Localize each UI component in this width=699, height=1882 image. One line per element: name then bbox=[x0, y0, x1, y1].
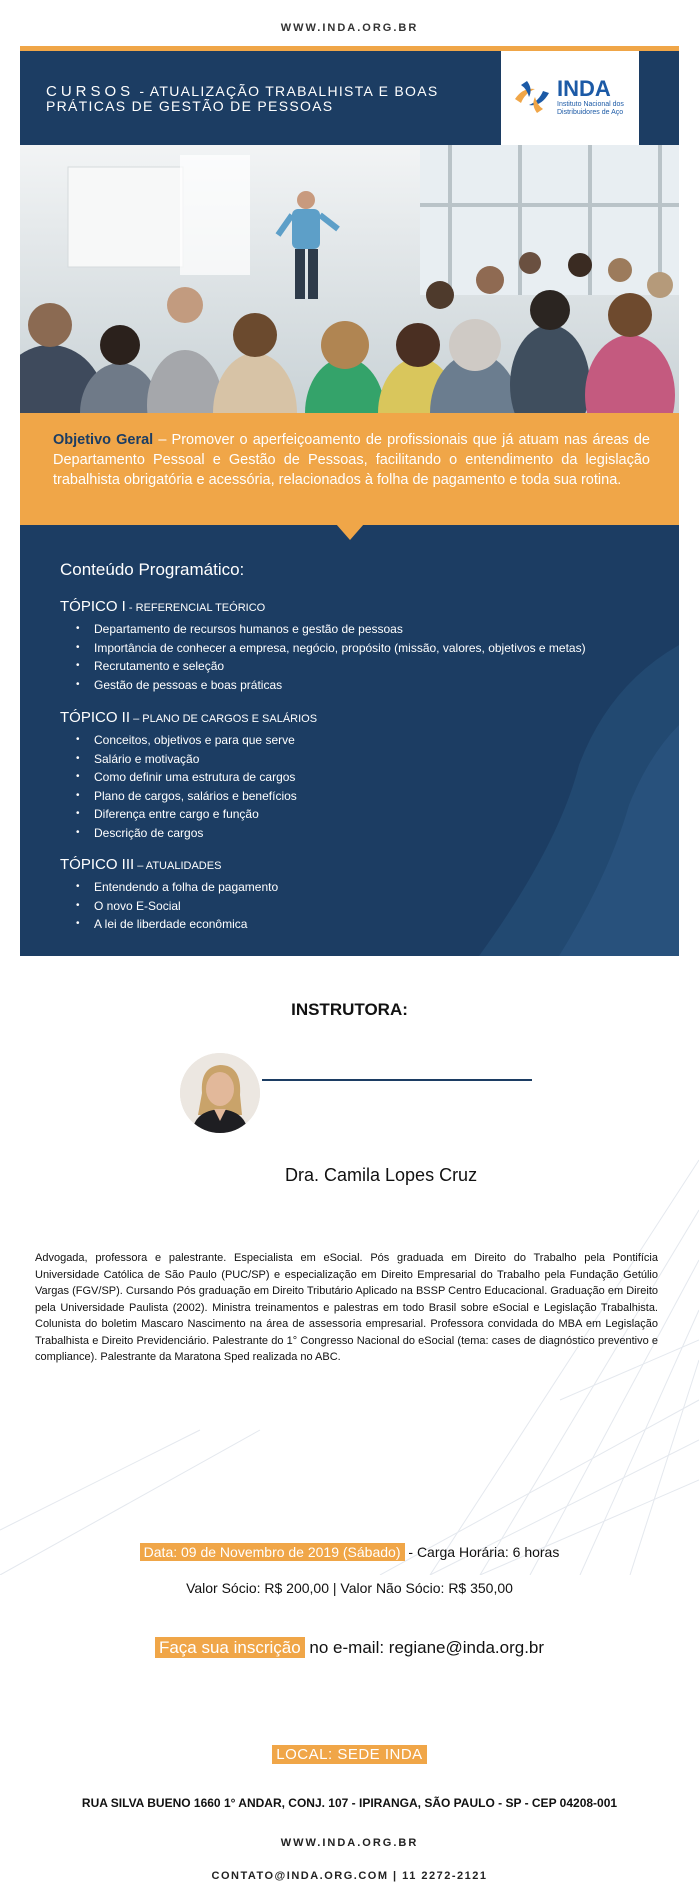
topic-3-subtitle: – ATUALIDADES bbox=[134, 860, 222, 872]
instructor-name-underline bbox=[262, 1079, 532, 1081]
course-title-text: - ATUALIZAÇÃO TRABALHISTA E BOAS PRÁTICAS DE GESTÃO DE PESSOAS bbox=[46, 83, 439, 114]
event-hours: - Carga Horária: 6 horas bbox=[408, 1543, 560, 1560]
signup-email[interactable]: no e-mail: regiane@inda.org.br bbox=[309, 1637, 545, 1657]
topic-2-title: TÓPICO II bbox=[60, 709, 131, 726]
objective-body: – Promover o aperfeiçoamento de profissionais que já atuam nas áreas de Departamento Pessoal e Gestão de Pessoas, facilitando o entendimento da legislação trabalhista obrigatória e acessória, relacionados à folha de pagamento e toda sua rotina. bbox=[53, 432, 650, 488]
inda-logo-icon bbox=[513, 79, 551, 115]
signup-line bbox=[0, 1638, 699, 1658]
site-url-bottom[interactable]: WWW.INDA.ORG.BR bbox=[280, 1836, 419, 1849]
list-item: • Salário e motivação bbox=[60, 750, 317, 769]
objective-pointer bbox=[336, 524, 364, 540]
instructor-avatar-illustration bbox=[180, 1053, 260, 1133]
event-prices: Valor Sócio: R$ 200,00 | Valor Não Sócio: R$ 350,00 bbox=[186, 1579, 513, 1596]
list-item: • Entendendo a folha de pagamento bbox=[60, 878, 278, 897]
list-item: • A lei de liberdade econômica bbox=[60, 915, 278, 934]
topic-2-list bbox=[60, 731, 317, 842]
instructor-name: Dra. Camila Lopes Cruz bbox=[285, 1165, 478, 1185]
contact-info[interactable]: CONTATO@INDA.ORG.COM | 11 2272-2121 bbox=[211, 1869, 488, 1882]
objective-section bbox=[20, 413, 679, 525]
instructor-avatar bbox=[180, 1053, 260, 1133]
event-date-line bbox=[0, 1544, 699, 1560]
list-item: • Como definir uma estrutura de cargos bbox=[60, 768, 317, 787]
list-item: • O novo E-Social bbox=[60, 897, 278, 916]
topic-1-list bbox=[60, 620, 586, 694]
list-item: • Importância de conhecer a empresa, negócio, propósito (missão, valores, objetivos e metas) bbox=[60, 639, 586, 658]
event-date: Data: 09 de Novembro de 2019 (Sábado) bbox=[140, 1543, 405, 1561]
program-content-section bbox=[20, 525, 679, 956]
logo-name: INDA bbox=[557, 76, 611, 101]
content-heading: Conteúdo Programático: bbox=[60, 560, 245, 579]
venue-label: LOCAL: SEDE INDA bbox=[272, 1745, 426, 1764]
list-item: • Plano de cargos, salários e benefícios bbox=[60, 787, 317, 806]
venue-label-wrap bbox=[0, 1746, 699, 1763]
instructor-bio: Advogada, professora e palestrante. Especialista em eSocial. Pós graduada em Direito do Trabalho pela Pontifícia Universidade Católica de São Paulo (PUC/SP) e especialização em Direito Empresarial do Trabalho pela Fundação Getúlio Vargas (FGV/SP). Cursando Pós graduação em Direito Tributário Aplicado na BSSP Centro Educacional. Graduação em Direito pela Universidade Paulista (2002). Ministra treinamentos e palestras em todo Brasil sobre eSocial e Legislação Trabalhista. Colunista do boletim Mascaro Nascimento na área de assessoria empresarial. Professora convidada do MBA em Legislação Trabalhista e Direito Previdenciário. Palestrante do 1° Congresso Nacional do eSocial (tema: cases de diagnóstico preventivo e compliance). Palestrante da Maratona Sped realizada no ABC. bbox=[35, 1252, 658, 1363]
list-item: • Conceitos, objetivos e para que serve bbox=[60, 731, 317, 750]
instructor-heading: INSTRUTORA: bbox=[291, 1000, 408, 1019]
list-item: • Departamento de recursos humanos e gestão de pessoas bbox=[60, 620, 586, 639]
site-url-top[interactable]: WWW.INDA.ORG.BR bbox=[280, 22, 419, 34]
topic-1-subtitle: - REFERENCIAL TEÓRICO bbox=[125, 602, 266, 614]
topic-3 bbox=[60, 856, 278, 934]
list-item: • Gestão de pessoas e boas práticas bbox=[60, 676, 586, 695]
signup-label: Faça sua inscrição bbox=[155, 1637, 305, 1658]
header-banner bbox=[20, 51, 679, 145]
topic-1 bbox=[60, 598, 586, 694]
topic-2-subtitle: – PLANO DE CARGOS E SALÁRIOS bbox=[130, 713, 318, 725]
course-title bbox=[46, 84, 496, 114]
course-title-prefix: CURSOS bbox=[46, 83, 135, 100]
inda-logo bbox=[501, 51, 639, 145]
topic-3-list bbox=[60, 878, 278, 934]
list-item: • Diferença entre cargo e função bbox=[60, 805, 317, 824]
classroom-photo-illustration bbox=[20, 145, 679, 413]
topic-1-title: TÓPICO I bbox=[60, 598, 126, 615]
topic-2 bbox=[60, 709, 317, 842]
list-item: • Recrutamento e seleção bbox=[60, 657, 586, 676]
topic-3-title: TÓPICO III bbox=[60, 856, 135, 873]
classroom-photo bbox=[20, 145, 679, 413]
objective-label: Objetivo Geral bbox=[53, 432, 154, 448]
objective-text bbox=[53, 430, 650, 490]
logo-subtitle: Instituto Nacional dos Distribuidores de Aço bbox=[557, 101, 624, 116]
venue-address: RUA SILVA BUENO 1660 1° ANDAR, CONJ. 107 - IPIRANGA, SÃO PAULO - SP - CEP 04208-001 bbox=[81, 1795, 618, 1810]
list-item: • Descrição de cargos bbox=[60, 824, 317, 843]
